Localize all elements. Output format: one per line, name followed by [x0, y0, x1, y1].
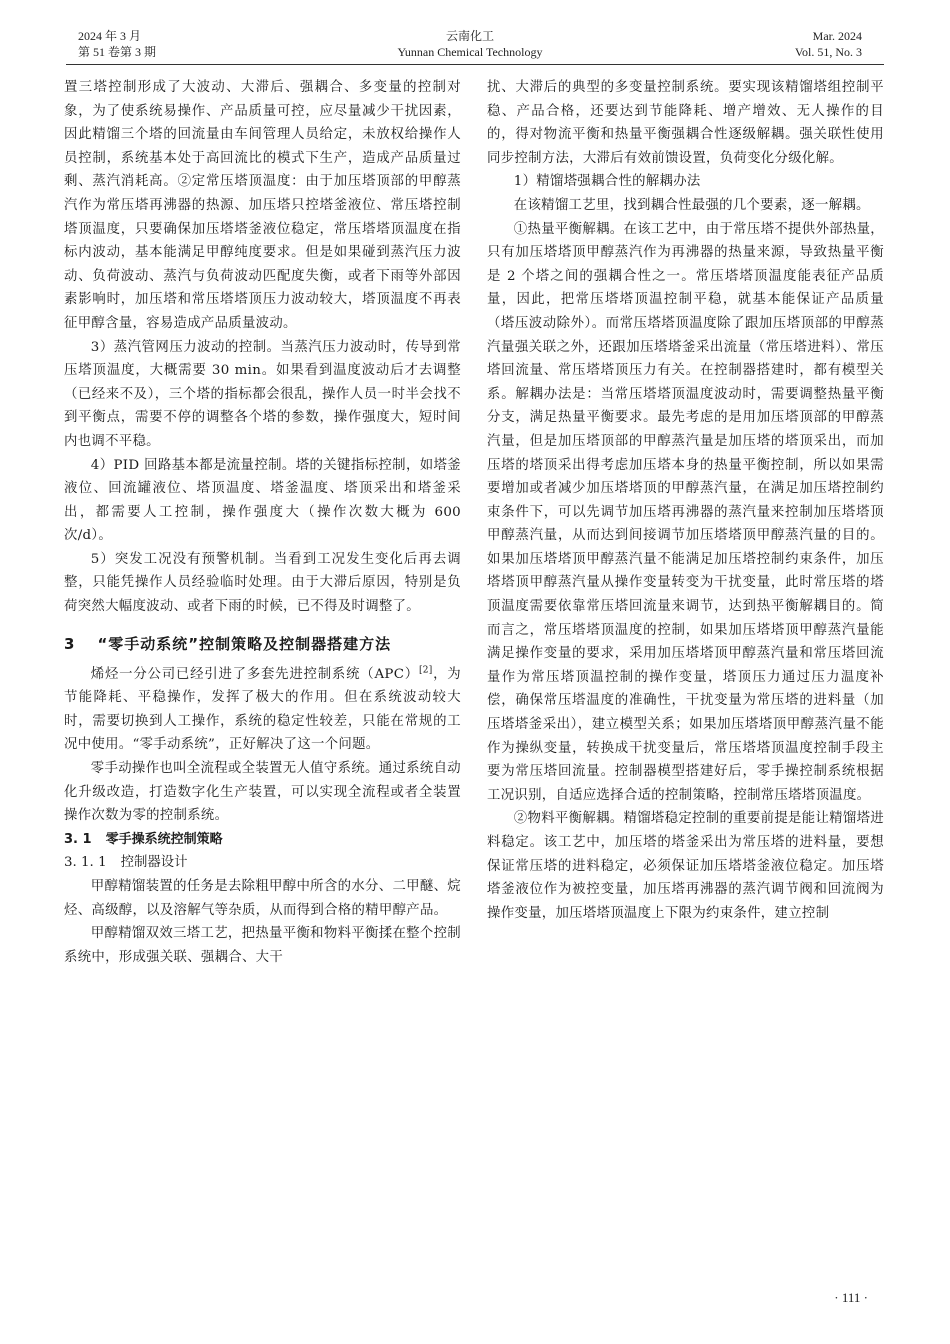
subsection-heading — [64, 828, 461, 852]
paragraph: ①热量平衡解耦。在该工艺中，由于常压塔不提供外部热量，只有加压塔塔顶甲醇蒸汽作为再沸器的热量来源，导致热量平衡是 2 个塔之间的强耦合性之一。常压塔塔顶温度能表征产品质量，因此，把常压塔塔顶温控制平稳，就基本能保证产品质量（塔压波动除外）。而常压塔塔顶温度除了跟加压塔顶部的甲醇蒸汽量强关联之外，还跟加压塔塔釜采出流量（常压塔进料）、常压塔回流量、常压塔塔顶压力有关。在控制器搭建时，都有模型关系。解耦办法是：当常压塔塔顶温度波动时，需要调整热量平衡分支，满足热量平衡要求。最先考虑的是用加压塔顶部的甲醇蒸汽量，但是加压塔顶部的甲醇蒸汽量是加压塔的塔顶采出，而加压塔的塔顶采出得考虑加压塔本身的热量平衡控制，所以如果需要增加或者减少加压塔塔顶的甲醇蒸汽量，在满足加压塔控制约束条件下，可以先调节加压塔再沸器的蒸汽量来控制加压塔塔顶甲醇蒸汽量，从而达到间接调节加压塔塔顶甲醇蒸汽量的目的。如果加压塔塔顶甲醇蒸汽量不能满足加压塔控制约束条件，加压塔塔顶甲醇蒸汽量从操作变量转变为干扰变量，此时常压塔的塔顶温度需要依靠常压塔回流量来调节，达到热平衡解耦目的。简而言之，常压塔塔顶温度的控制，如果加压塔塔顶甲醇蒸汽量能满足操作变量的要求，采用加压塔塔顶甲醇蒸汽量和常压塔回流量作为常压塔顶温控制的操作变量，塔顶压力通过压力温度补偿，确保常压塔温度的准确性，干扰变量为常压塔的进料量（加压塔塔釜采出），建立模型关系；如果加压塔塔顶甲醇蒸汽量不能作为操纵变量，转换成干扰变量后，常压塔塔顶温度控制手段主要为常压塔回流量。控制器模型搭建好后，零手操控制系统根据工况识别，自适应选择合适的控制策略，控制常压塔塔顶温度。 — [487, 221, 884, 803]
header-journal-en: Yunnan Chemical Technology — [397, 45, 543, 59]
header-volume-en: Vol. 51, No. 3 — [794, 45, 862, 59]
header-rule — [66, 64, 884, 65]
paragraph: 5）突发工况没有预警机制。当看到工况发生变化后再去调整，只能凭操作人员经验临时处理。由于大滞后原因，特别是负荷突然大幅度波动、或者下雨的时候，已不得及时调整了。 — [64, 551, 461, 615]
header-date: 2024 年 3 月 — [78, 29, 142, 43]
subsubsection-heading — [64, 851, 461, 875]
page-number: · 111 · — [834, 1290, 868, 1305]
section-heading — [64, 631, 461, 657]
header-issue-info-en — [795, 28, 862, 60]
section-title: “零手动系统”控制策略及控制器搭建方法 — [97, 634, 392, 653]
subsection-title: 零手操系统控制策略 — [105, 831, 223, 847]
paragraph: 1）精馏塔强耦合性的解耦办法 — [513, 174, 701, 190]
header-journal — [78, 28, 862, 60]
left-column — [64, 76, 461, 969]
paragraph: 4）PID 回路基本都是流量控制。塔的关键指标控制，如塔釜液位、回流罐液位、塔顶温度、塔釜温度、塔顶采出和塔釜采出，都需要人工控制，操作强度大（操作次数大概为 600 次/d）。 — [64, 457, 461, 544]
right-column — [487, 76, 884, 925]
header-date-en: Mar. 2024 — [812, 29, 862, 43]
subsection-number: 3. 1 — [64, 831, 92, 847]
header-volume: 第 51 卷第 3 期 — [78, 45, 157, 59]
paragraph: 置三塔控制形成了大波动、大滞后、强耦合、多变量的控制对象，为了使系统易操作、产品质量可控，应尽量减少干扰因素，因此精馏三个塔的回流量由车间管理人员给定，未放权给操作人员控制，系统基本处于高回流比的模式下生产，造成产品质量过剩、蒸汽消耗高。②定常压塔顶温度：由于加压塔顶部的甲醇蒸汽作为常压塔再沸器的热源、加压塔只控塔釜液位、常压塔控制塔顶温度，只要确保加压塔塔釜液位稳定，常压塔塔顶温度在指标内波动，基本能满足甲醇纯度要求。但是如果碰到蒸汽压力波动、负荷波动、蒸汽与负荷波动匹配度失衡，或者下雨等外部因素影响时，加压塔和常压塔塔顶压力波动较大，塔顶温度不再表征甲醇含量，容易造成产品质量波动。 — [64, 80, 461, 331]
paragraph: 3）蒸汽管网压力波动的控制。当蒸汽压力波动时，传导到常压塔顶温度，大概需要 30 min。如果看到温度波动后才去调整（已经来不及），三个塔的指标都会很乱，操作人员一时半会找不到平衡点，需要不停的调整各个塔的参数，操作强度大，短时间内也调不平稳。 — [64, 339, 461, 449]
paragraph — [64, 663, 461, 757]
citation: [2] — [418, 665, 433, 676]
paragraph: 在该精馏工艺里，找到耦合性最强的几个要素，逐一解耦。 — [513, 197, 870, 213]
paragraph: 零手动操作也叫全流程或全装置无人值守系统。通过系统自动化升级改造，打造数字化生产装置，可以实现全流程或者全装置操作次数为零的控制系统。 — [64, 761, 461, 824]
paragraph: 甲醇精馏装置的任务是去除粗甲醇中所含的水分、二甲醚、烷烃、高级醇，以及溶解气等杂质，从而得到合格的精甲醇产品。 — [64, 879, 461, 918]
paragraph-text: 烯烃一分公司已经引进了多套先进控制系统（APC） — [90, 666, 419, 682]
header-journal-cn: 云南化工 — [445, 29, 494, 43]
paragraph: 甲醇精馏双效三塔工艺，把热量平衡和物料平衡揉在整个控制系统中，形成强关联、强耦合、大干 — [64, 926, 461, 965]
subsubsection-title: 控制器设计 — [120, 855, 188, 871]
paragraph: 扰、大滞后的典型的多变量控制系统。要实现该精馏塔组控制平稳、产品合格，还要达到节能降耗、增产增效、无人操作的目的，得对物流平衡和热量平衡强耦合性逐级解耦。强关联性使用同步控制方法，大滞后有效前馈设置，负荷变化分级化解。 — [487, 80, 884, 166]
paragraph: ②物料平衡解耦。精馏塔稳定控制的重要前提是能让精馏塔进料稳定。该工艺中，加压塔的塔釜采出为常压塔的进料量，要想保证常压塔的进料稳定，必须保证加压塔塔釜液位稳定。加压塔塔釜液位作为被控变量，加压塔再沸器的蒸汽调节阀和回流阀为操作变量，加压塔塔顶温度上下限为约束条件，建立控制 — [487, 811, 884, 921]
paragraph-text: ，为节能降耗、平稳操作，发挥了极大的作用。但在系统波动较大时，需要切换到人工操作，系统的稳定性较差，只能在常规的工况中使用。“零手动系统”，正好解决了这一个问题。 — [64, 666, 461, 753]
section-number: 3 — [64, 634, 76, 653]
running-header — [78, 28, 862, 64]
subsubsection-number: 3. 1. 1 — [64, 855, 107, 871]
